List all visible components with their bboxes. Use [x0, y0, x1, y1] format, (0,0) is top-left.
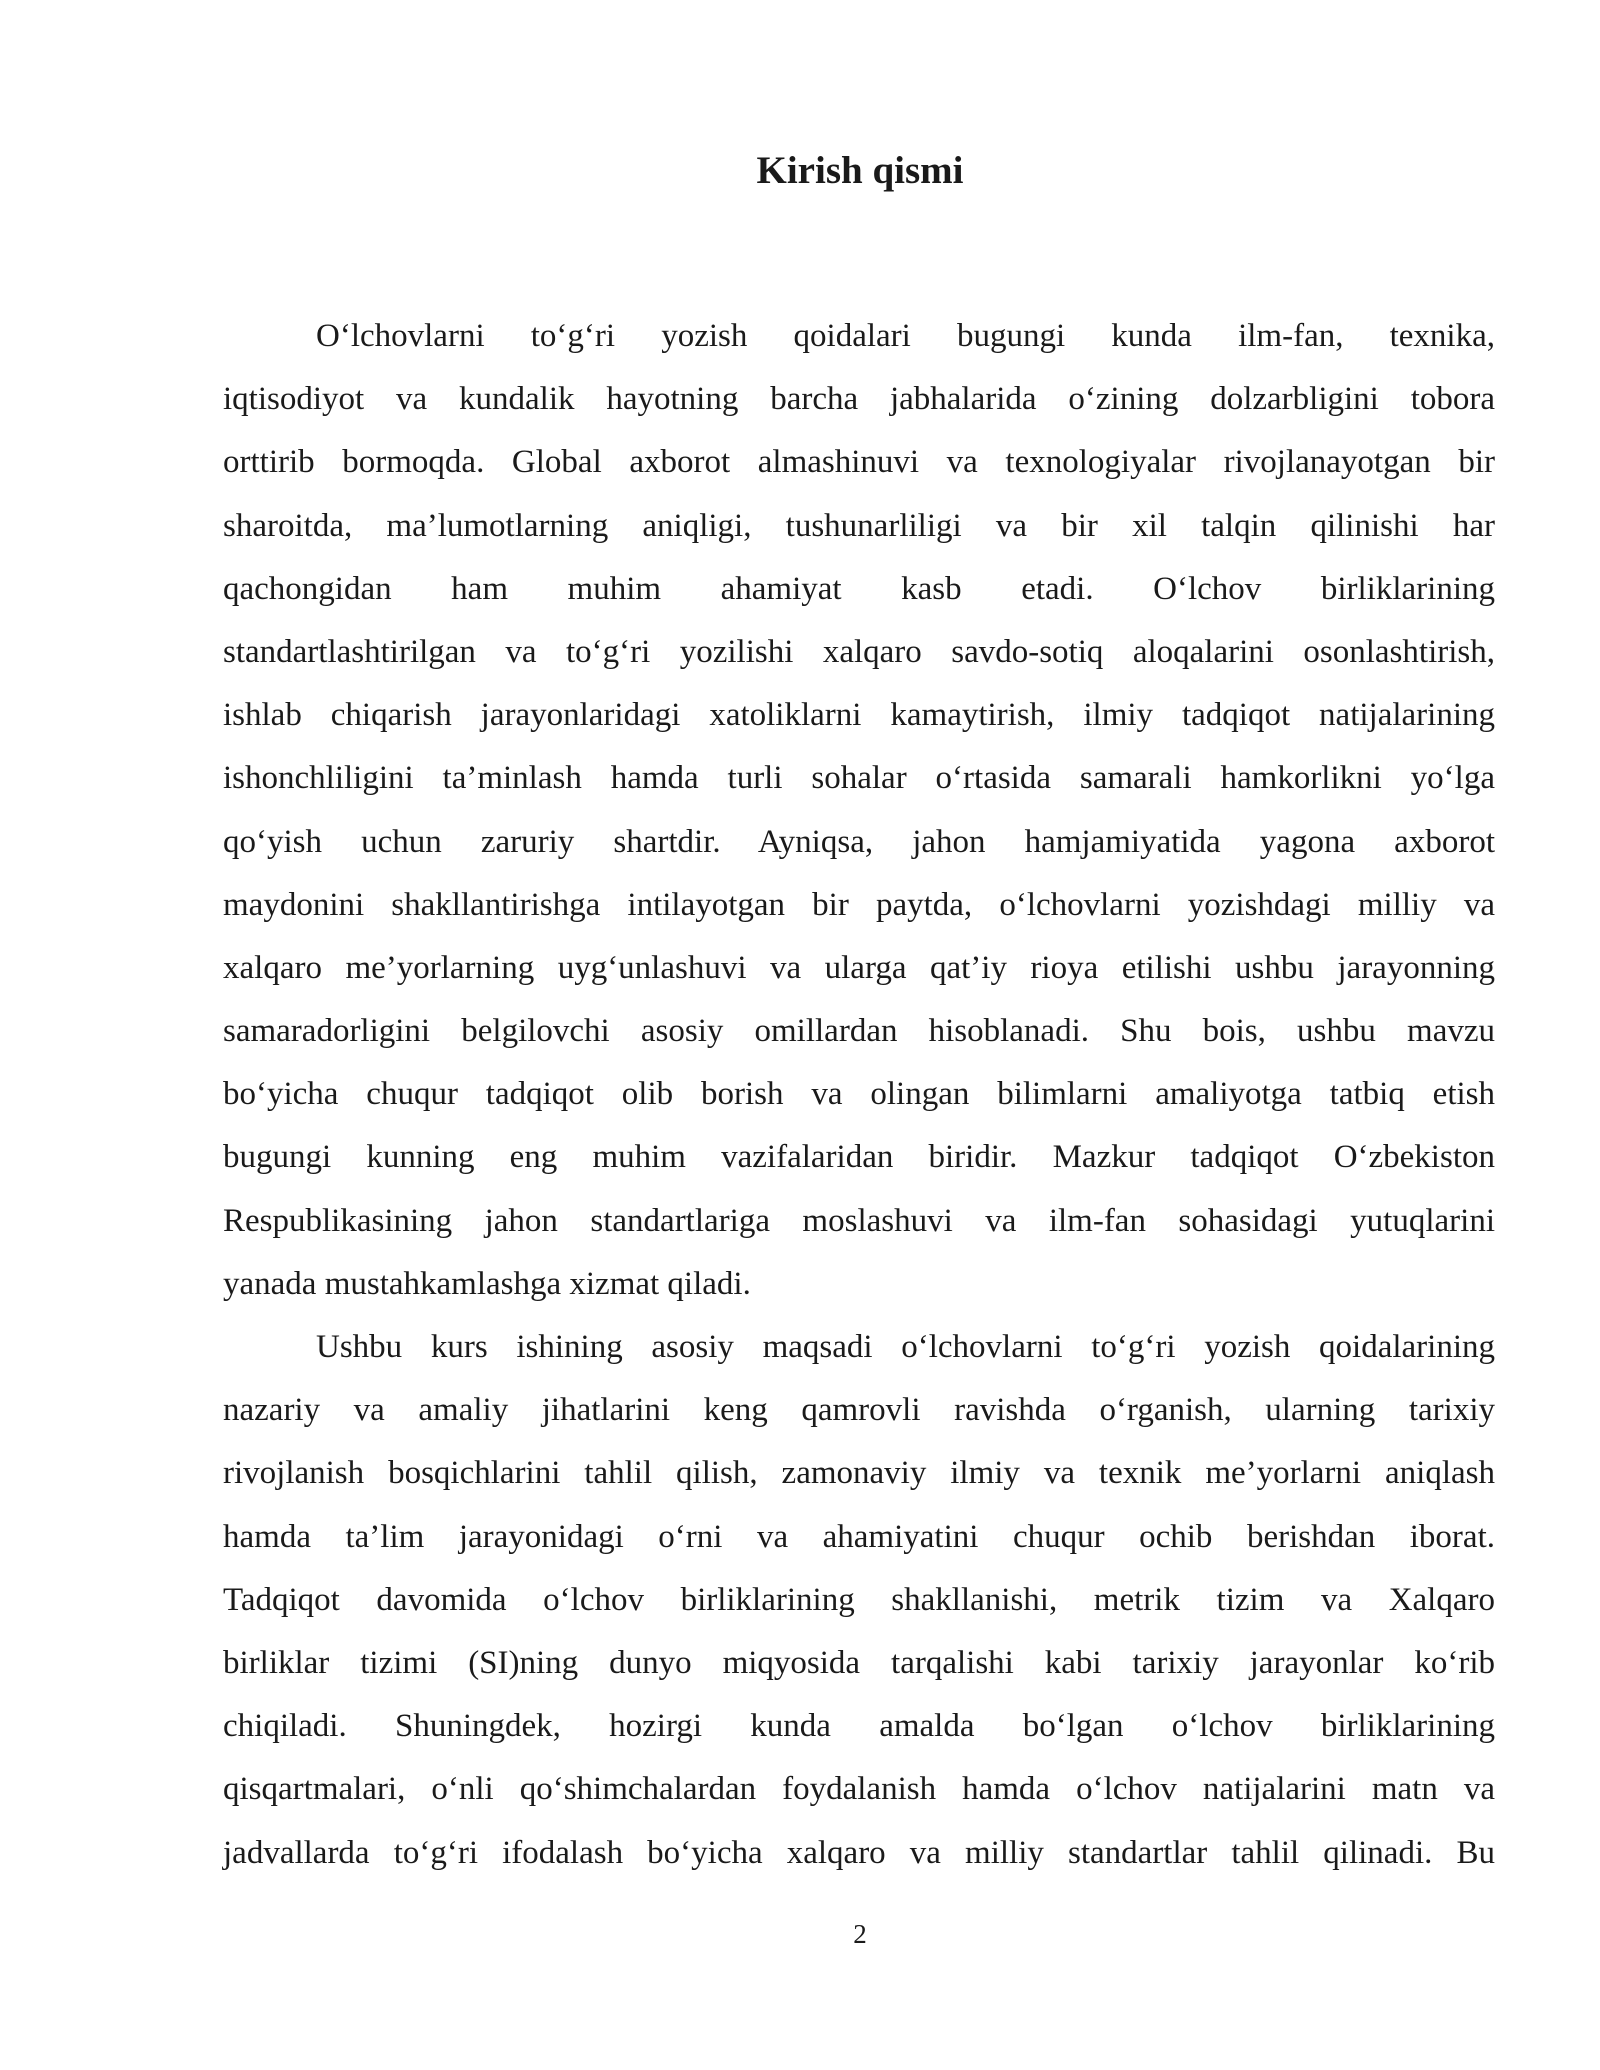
paragraph-line: samaradorligini belgilovchi asosiy omillardan hisoblanadi. Shu bois, ushbu mavzu: [223, 1013, 1495, 1050]
paragraph-line: Ushbu kurs ishining asosiy maqsadi o‘lchovlarni to‘g‘ri yozish qoidalarining: [316, 1329, 1495, 1365]
paragraph-line: standartlashtirilgan va to‘g‘ri yozilishi xalqaro savdo-sotiq aloqalarini osonlashtirish,: [223, 633, 1495, 670]
paragraph-line: maydonini shakllantirishga intilayotgan bir paytda, o‘lchovlarni yozishdagi milliy va: [223, 886, 1495, 923]
paragraph-line: qisqartmalari, o‘nli qo‘shimchalardan foydalanish hamda o‘lchov natijalarini matn va: [223, 1771, 1495, 1808]
paragraph-line: qachongidan ham muhim ahamiyat kasb etadi. O‘lchov birliklarining: [223, 570, 1495, 607]
paragraph-line: chiqiladi. Shuningdek, hozirgi kunda amalda bo‘lgan o‘lchov birliklarining: [223, 1708, 1495, 1745]
paragraph-line: xalqaro me’yorlarning uyg‘unlashuvi va ularga qat’iy rioya etilishi ushbu jarayonning: [223, 949, 1495, 986]
paragraph-line: hamda ta’lim jarayonidagi o‘rni va ahamiyatini chuqur ochib berishdan iborat.: [223, 1518, 1495, 1555]
paragraph-line: nazariy va amaliy jihatlarini keng qamrovli ravishda o‘rganish, ularning tarixiy: [223, 1392, 1495, 1429]
paragraph-line: Respublikasining jahon standartlariga moslashuvi va ilm-fan sohasidagi yutuqlarini: [223, 1202, 1495, 1239]
paragraph-line: bugungi kunning eng muhim vazifalaridan biridir. Mazkur tadqiqot O‘zbekiston: [223, 1139, 1495, 1176]
paragraph-line: jadvallarda to‘g‘ri ifodalash bo‘yicha xalqaro va milliy standartlar tahlil qilinadi. Bu: [223, 1834, 1495, 1871]
paragraph-line: ishonchliligini ta’minlash hamda turli sohalar o‘rtasida samarali hamkorlikni yo‘lga: [223, 760, 1495, 797]
paragraph-line: yanada mustahkamlashga xizmat qiladi.: [223, 1265, 751, 1302]
page-number: 2: [853, 1919, 867, 1949]
paragraph-2: [223, 1316, 1495, 1885]
paragraph-line: ishlab chiqarish jarayonlaridagi xatoliklarni kamaytirish, ilmiy tadqiqot natijalarining: [223, 697, 1495, 734]
paragraph-line: rivojlanish bosqichlarini tahlil qilish, zamonaviy ilmiy va texnik me’yorlarni aniqlash: [223, 1455, 1495, 1492]
body-text: [223, 305, 1495, 1885]
paragraph-1: [223, 305, 1495, 1316]
paragraph-line: Tadqiqot davomida o‘lchov birliklarining shakllanishi, metrik tizim va Xalqaro: [223, 1581, 1495, 1618]
paragraph-line: qo‘yish uchun zaruriy shartdir. Ayniqsa, jahon hamjamiyatida yagona axborot: [223, 823, 1495, 860]
paragraph-line: birliklar tizimi (SI)ning dunyo miqyosida tarqalishi kabi tarixiy jarayonlar ko‘rib: [223, 1644, 1495, 1681]
page-title: Kirish qismi: [756, 149, 964, 192]
paragraph-line: iqtisodiyot va kundalik hayotning barcha jabhalarida o‘zining dolzarbligini tobora: [223, 381, 1495, 418]
paragraph-line: orttirib bormoqda. Global axborot almashinuvi va texnologiyalar rivojlanayotgan bir: [223, 444, 1495, 481]
paragraph-line: bo‘yicha chuqur tadqiqot olib borish va olingan bilimlarni amaliyotga tatbiq etish: [223, 1076, 1495, 1113]
paragraph-line: sharoitda, ma’lumotlarning aniqligi, tushunarliligi va bir xil talqin qilinishi har: [223, 507, 1495, 544]
paragraph-line: O‘lchovlarni to‘g‘ri yozish qoidalari bugungi kunda ilm-fan, texnika,: [316, 318, 1495, 354]
